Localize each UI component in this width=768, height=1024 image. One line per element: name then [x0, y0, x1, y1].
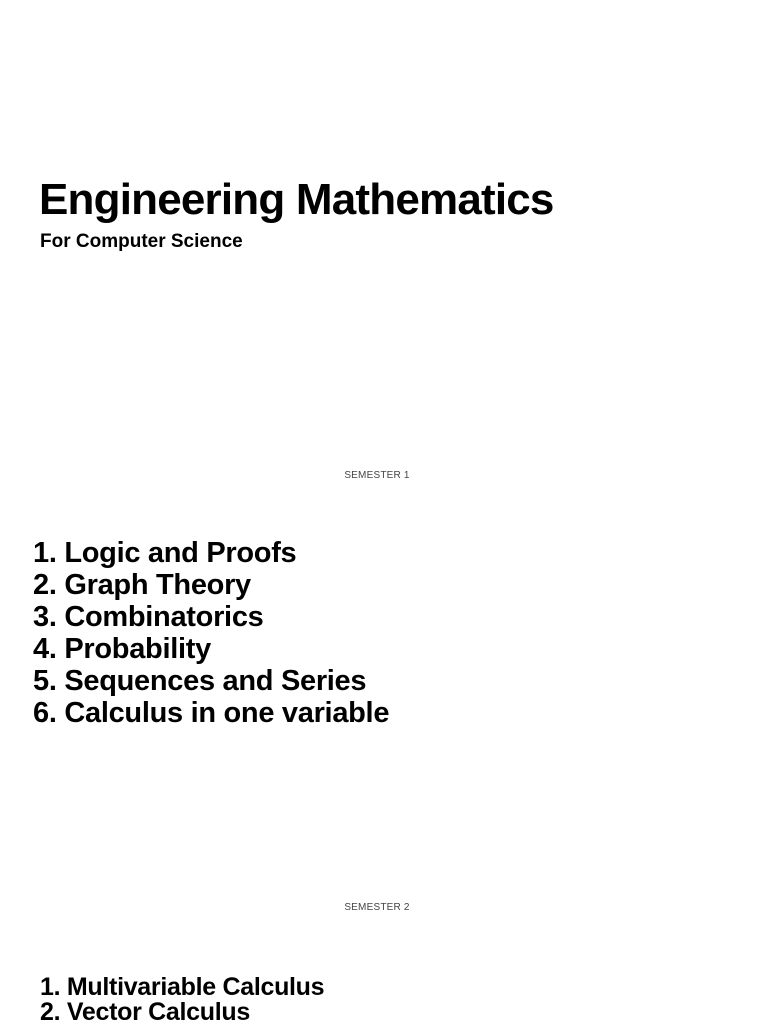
course-item: 6. Calculus in one variable — [33, 697, 390, 729]
semester-2-label: SEMESTER 2 — [344, 902, 410, 913]
course-item: 5. Sequences and Series — [33, 665, 367, 697]
semester-1-label: SEMESTER 1 — [344, 470, 410, 481]
course-item: 2. Vector Calculus — [40, 998, 250, 1024]
document-title: Engineering Mathematics — [39, 175, 554, 224]
document-subtitle: For Computer Science — [40, 231, 243, 252]
course-item: 1. Logic and Proofs — [33, 537, 297, 569]
course-item: 4. Probability — [33, 633, 211, 665]
semester-2-course-list — [40, 975, 324, 1024]
course-item: 1. Multivariable Calculus — [40, 973, 325, 1001]
course-item: 2. Graph Theory — [33, 569, 251, 601]
semester-1-course-list — [33, 537, 389, 729]
course-item: 3. Combinatorics — [33, 601, 264, 633]
